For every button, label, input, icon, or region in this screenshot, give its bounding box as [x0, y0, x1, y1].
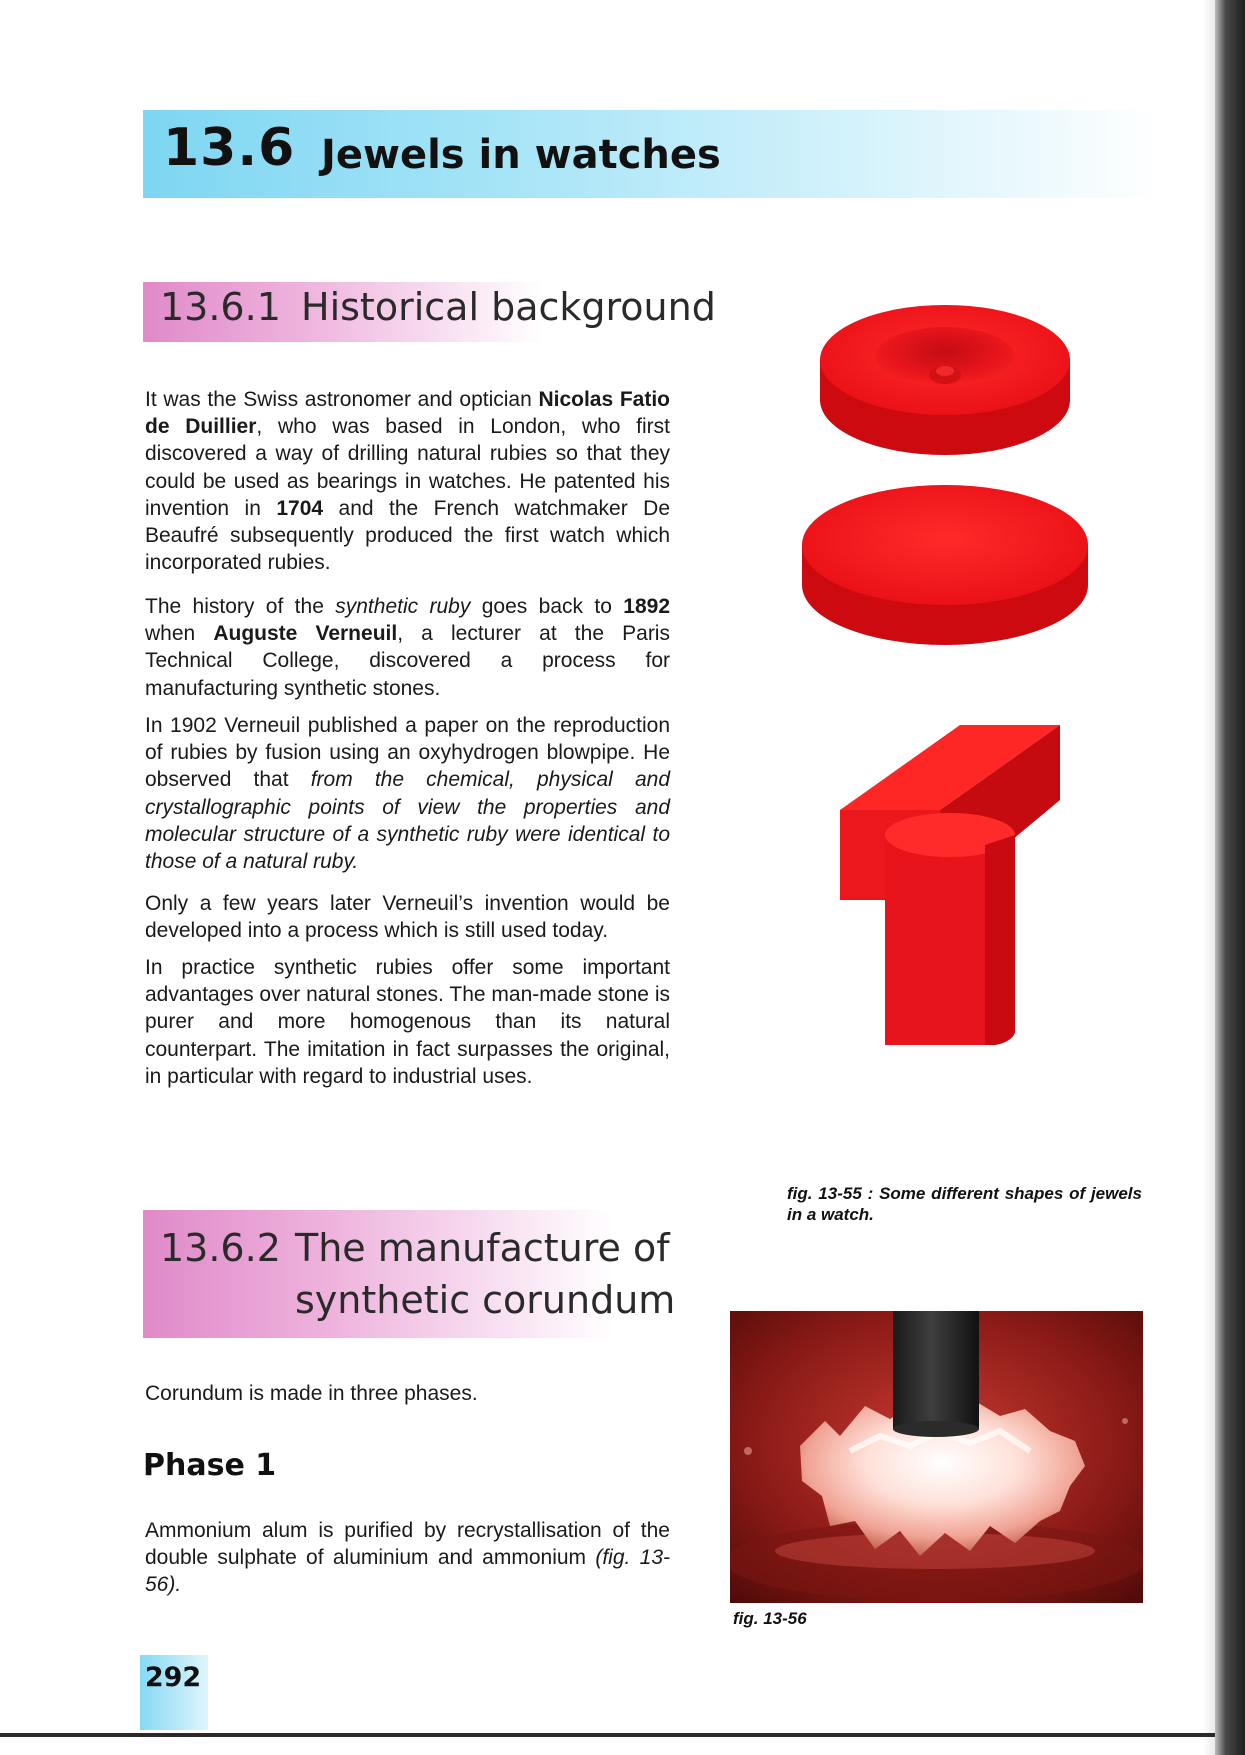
- paragraph-2: The history of the synthetic ruby goes back to 1892 when Auguste Verneuil, a lecturer at the Paris Technical College, discovered a process for manufacturing synthetic stones.: [145, 595, 670, 700]
- cap-jewel: [802, 485, 1088, 645]
- phase-title: Phase 1: [143, 1448, 277, 1483]
- section-title-line2: synthetic corundum: [295, 1278, 676, 1322]
- section-title: Historical background: [301, 285, 716, 329]
- section-number: 13.6.2: [160, 1226, 281, 1270]
- chapter-header: [143, 110, 1163, 198]
- paragraph-1: It was the Swiss astronomer and optician Nicolas Fatio de Duillier, who was based in London, who first discovered a way of drilling natural rubies so that they could be used as bearings in watches. He patented his invention in 1704 and the French watchmaker De Beaufré subsequently produced the first watch which incorporated rubies.: [145, 388, 671, 575]
- bold-name: Nicolas Fatio de Duillier: [145, 388, 670, 439]
- corundum-photo: [730, 1311, 1143, 1603]
- figure-13-56-caption: fig. 13-56: [733, 1609, 807, 1628]
- paragraph-4: Only a few years later Verneuil’s invention would be developed into a process which is still used today.: [145, 892, 670, 943]
- chapter-title: Jewels in watches: [321, 132, 721, 178]
- section-title-line1: The manufacture of: [295, 1226, 670, 1270]
- section-header-historical: [143, 282, 716, 342]
- page-binding-shadow: [1215, 0, 1245, 1755]
- page-edge: [1203, 0, 1215, 1755]
- figure-13-55-caption: fig. 13-55 : Some different shapes of jewels in a watch.: [787, 1184, 1142, 1224]
- paragraph-3: In 1902 Verneuil published a paper on the reproduction of rubies by fusion using an oxyhydrogen blowpipe. He observed that from the chemical, physical and crystallographic points of view the properties and molecular structure of a synthetic ruby were identical to those of a natural ruby.: [145, 714, 670, 874]
- chapter-number: 13.6: [163, 118, 296, 178]
- paragraph-5: In practice synthetic rubies offer some important advantages over natural stones. The man-made stone is purer and more homogenous than its natural counterpart. The imitation in fact surpasses the original, in particular with regard to industrial uses.: [145, 956, 670, 1088]
- bold-year: 1704: [276, 496, 324, 520]
- intro-paragraph: Corundum is made in three phases.: [145, 1382, 478, 1405]
- section-header-manufacture: [143, 1210, 676, 1338]
- phase-paragraph: Ammonium alum is purified by recrystallisation of the double sulphate of aluminium and ammonium (fig. 13-56).: [145, 1519, 670, 1597]
- ring-jewel: [820, 305, 1070, 455]
- page-number: 292: [144, 1662, 202, 1693]
- quote-italic: from the chemical, physical and crystallographic points of view the properties and molecular structure of a synthetic ruby were identical to those of a natural ruby.: [145, 768, 670, 874]
- impulse-pin-jewel: [885, 813, 1015, 1045]
- bottom-rule: [0, 1733, 1215, 1737]
- section-number: 13.6.1: [160, 285, 281, 329]
- jewel-shapes-figure: [790, 285, 1100, 1185]
